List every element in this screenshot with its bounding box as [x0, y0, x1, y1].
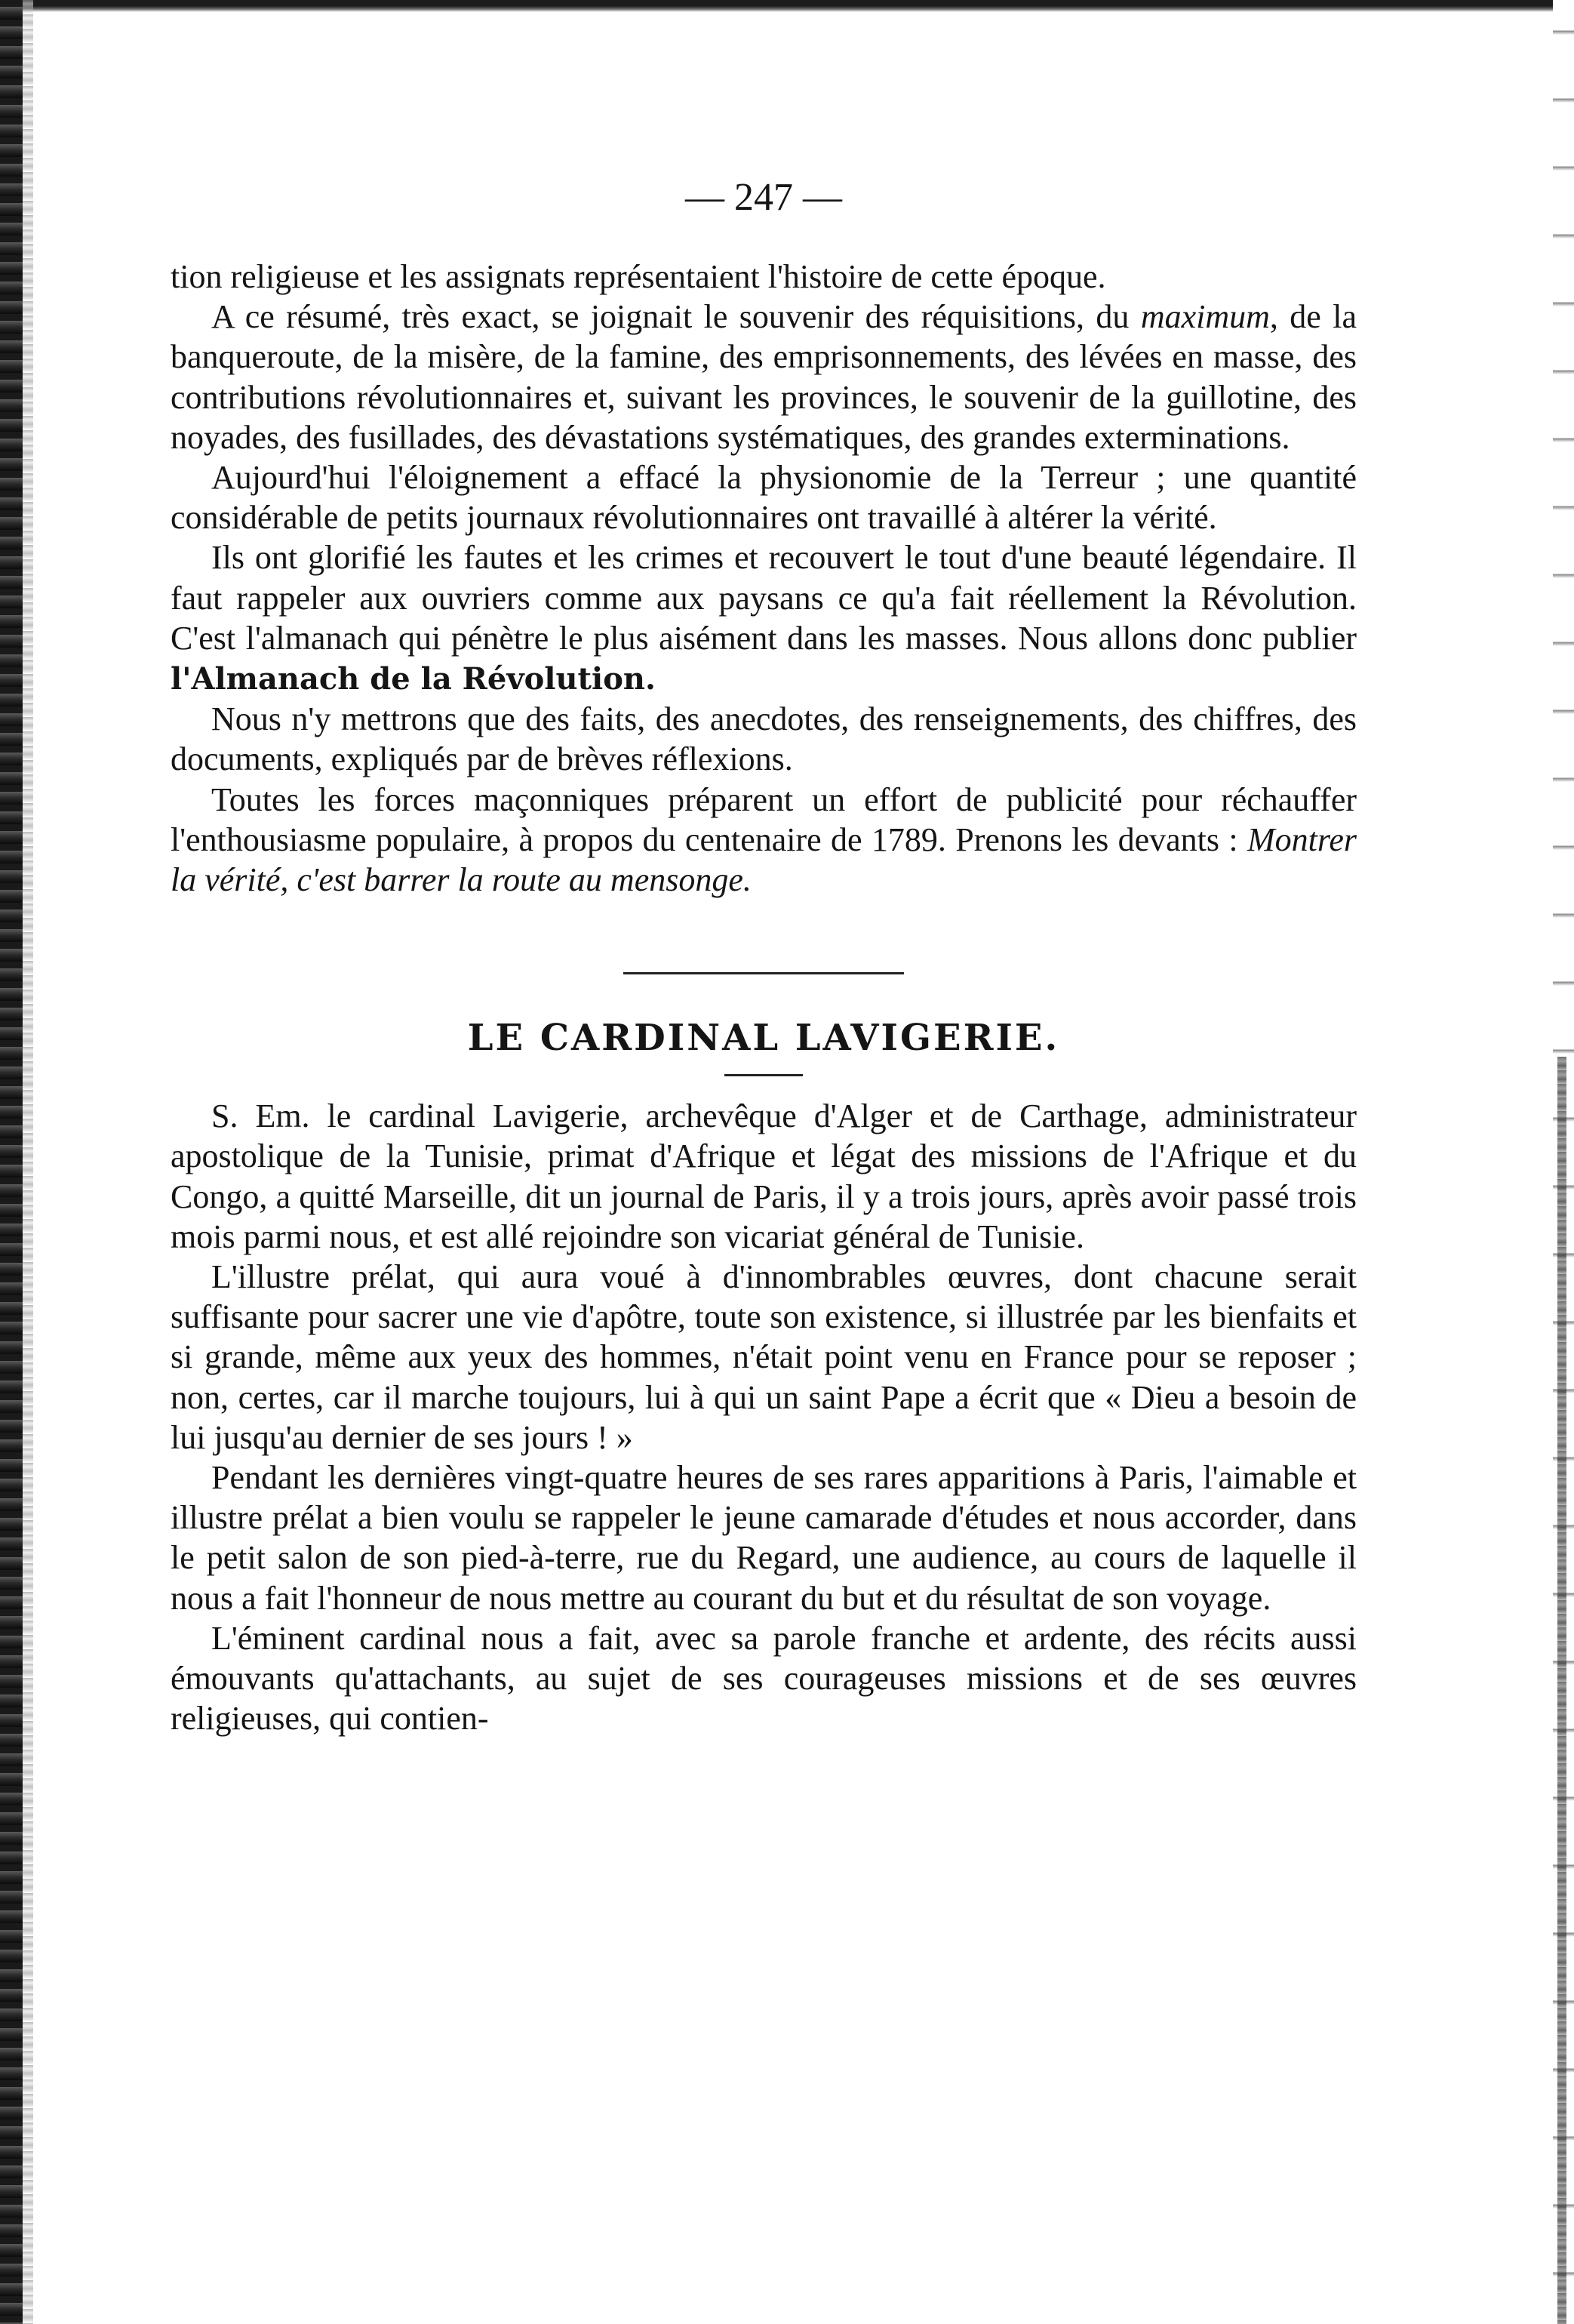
paragraph	[171, 257, 1357, 297]
page-body	[171, 175, 1357, 1739]
article-cardinal-lavigerie	[171, 1096, 1357, 1738]
paragraph	[171, 537, 1357, 699]
section-title: LE CARDINAL LAVIGERIE.	[467, 1017, 1060, 1060]
text-run: Ils ont glorifié les fautes et les crimes et recouvert le tout d'une beauté légendaire. Il faut rappeler aux ouvriers comme aux paysans ce qu'a fait réellement la Révolution. C'est l'almanach qui pénètre le plus aisément dans les masses. Nous allons donc publier	[171, 539, 1357, 657]
scan-edge-left-shadow	[23, 0, 33, 2324]
text-run: Pendant les dernières vingt-quatre heures de ses rares apparitions à Paris, l'aimable et illustre prélat a bien voulu se rappeler le jeune camarade d'études et nous accorder, dans le petit salon de son pied-à-terre, rue du Regard, une audience, au cours de laquelle il nous a fait l'honneur de nous mettre au courant du but et du résultat de son voyage.	[171, 1459, 1357, 1617]
title-underline	[724, 1074, 803, 1076]
italic-text: maximum	[1140, 298, 1270, 336]
text-run: Nous n'y mettrons que des faits, des anecdotes, des renseignements, des chiffres, des documents, expliqués par de brèves réflexions.	[171, 700, 1357, 778]
text-run: L'éminent cardinal nous a fait, avec sa parole franche et ardente, des récits aussi émouvants qu'attachants, au sujet de ses courageuses missions et de ses œuvres religieuses, qui contien-	[171, 1619, 1357, 1738]
bold-text: l'Almanach de la Révolution.	[171, 661, 656, 697]
text-run: S. Em. le cardinal Lavigerie, archevêque d'Alger et de Carthage, administrateur apostolique de la Tunisie, primat d'Afrique et légat des missions de l'Afrique et du Congo, a quitté Marseille, dit un journal de Paris, il y a trois jours, après avoir passé trois mois parmi nous, et est allé rejoindre son vicariat général de Tunisie.	[171, 1097, 1357, 1255]
scan-edge-right-strip	[1557, 1057, 1566, 2324]
paragraph	[171, 1618, 1357, 1739]
text-run: , de la banqueroute, de la misère, de la famine, des emprisonnements, des lévées en masse, des contributions révolutionnaires et, suivant les provinces, le souvenir de la guillotine, des noyades, des fusillades, des dévastations systématiques, des grandes exterminations.	[171, 298, 1357, 456]
scan-edge-top	[0, 0, 1574, 12]
text-run: Aujourd'hui l'éloignement a effacé la physionomie de la Terreur ; une quantité considérable de petits journaux révolutionnaires ont travaillé à altérer la vérité.	[171, 459, 1357, 537]
paragraph	[171, 297, 1357, 457]
text-run: tion religieuse et les assignats représentaient l'histoire de cette époque.	[171, 258, 1106, 295]
section-divider	[623, 972, 904, 974]
text-run: Toutes les forces maçonniques préparent un effort de publicité pour réchauffer l'enthousiasme populaire, à propos du centenaire de 1789. Prenons les devants :	[171, 780, 1357, 858]
paragraph	[171, 1458, 1357, 1618]
italic-text: Montrer la vérité, c'est barrer la route au mensonge.	[171, 820, 1357, 899]
text-run: A ce résumé, très exact, se joignait le souvenir des réquisitions, du	[211, 298, 1141, 336]
paragraph	[171, 1257, 1357, 1458]
scan-edge-left	[0, 0, 23, 2324]
paragraph	[171, 457, 1357, 537]
paragraph	[171, 780, 1357, 900]
text-run: L'illustre prélat, qui aura voué à d'innombrables œuvres, dont chacune serait suffisante pour sacrer une vie d'apôtre, toute son existence, si illustrée par les bienfaits et si grande, même aux yeux des hommes, n'était point venu en France pour se reposer ; non, certes, car il marche toujours, lui à qui un saint Pape a écrit que « Dieu a besoin de lui jusqu'au dernier de ses jours ! »	[171, 1258, 1357, 1456]
paragraph	[171, 699, 1357, 779]
page-number: — 247 —	[685, 176, 842, 219]
article-continuation	[171, 257, 1357, 900]
paragraph	[171, 1096, 1357, 1257]
